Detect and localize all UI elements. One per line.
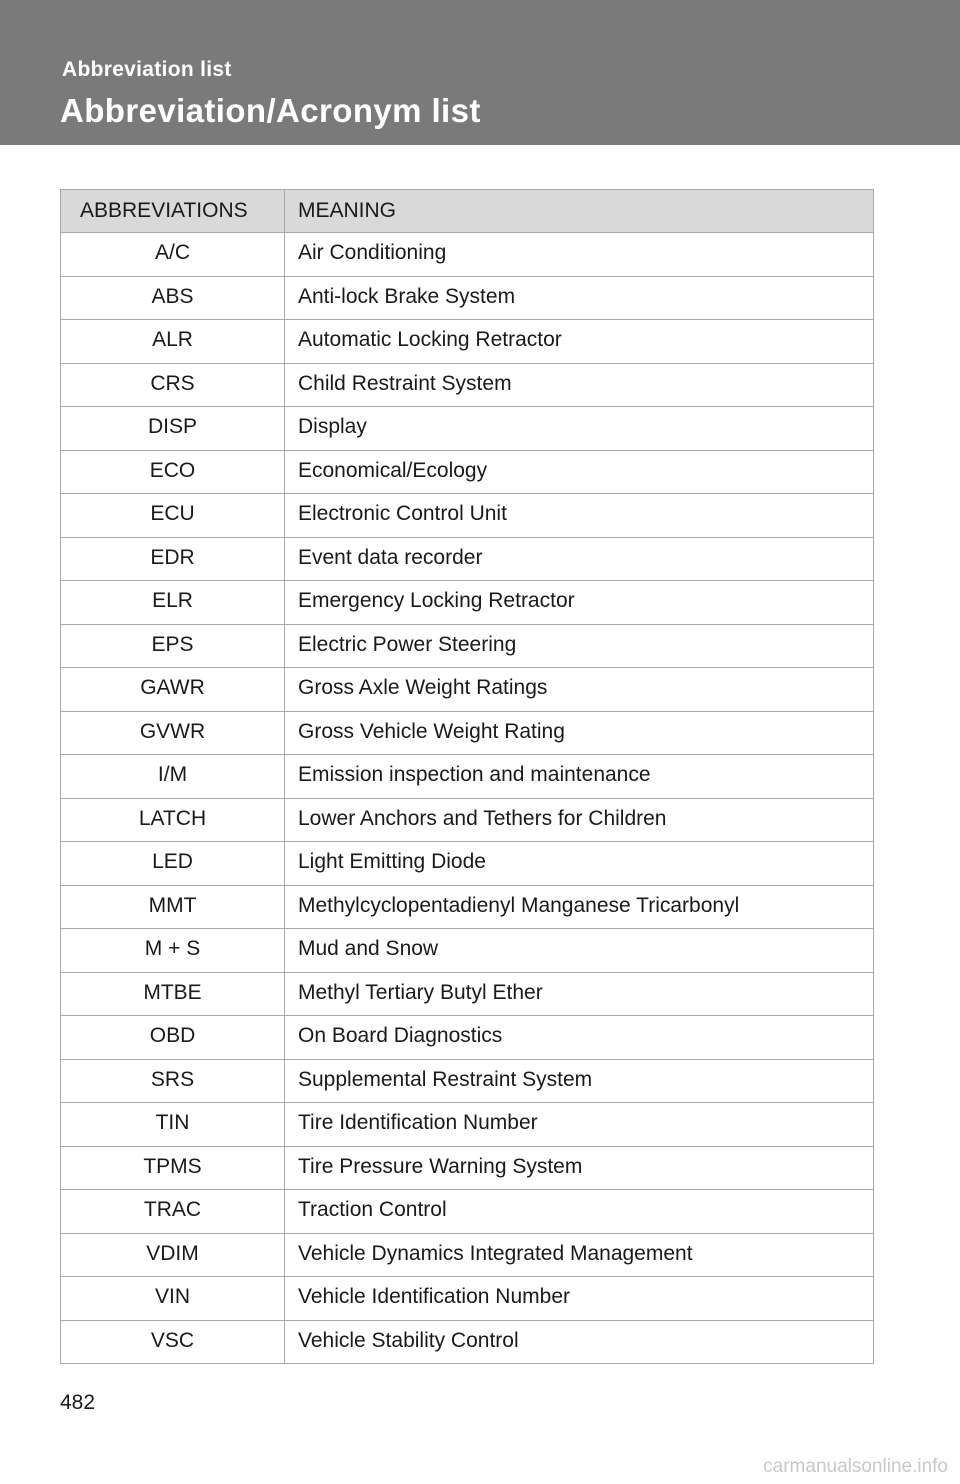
page-number: 482 [60,1391,96,1414]
table-row [61,1190,874,1234]
table-row [61,972,874,1016]
watermark: carmanualsonline.info [763,1456,948,1477]
meaning-cell: Lower Anchors and Tethers for Children [285,798,874,842]
meaning-cell: Child Restraint System [285,363,874,407]
abbreviation-cell: ELR [61,581,285,625]
abbreviation-cell: EPS [61,624,285,668]
meaning-cell: Supplemental Restraint System [285,1059,874,1103]
table-row [61,450,874,494]
meaning-cell: Economical/Ecology [285,450,874,494]
column-header-meaning: MEANING [285,190,874,233]
page-title: Abbreviation/Acronym list [60,92,481,129]
table-row [61,624,874,668]
meaning-cell: Automatic Locking Retractor [285,320,874,364]
abbreviation-cell: EDR [61,537,285,581]
abbreviation-cell: OBD [61,1016,285,1060]
abbreviation-cell: VIN [61,1277,285,1321]
table-row [61,1103,874,1147]
abbreviation-cell: GVWR [61,711,285,755]
meaning-cell: On Board Diagnostics [285,1016,874,1060]
table-row [61,668,874,712]
abbreviation-cell: A/C [61,233,285,277]
table-row [61,755,874,799]
meaning-cell: Tire Identification Number [285,1103,874,1147]
table-row [61,1146,874,1190]
table-row [61,537,874,581]
meaning-cell: Display [285,407,874,451]
abbreviation-cell: I/M [61,755,285,799]
meaning-cell: Emission inspection and maintenance [285,755,874,799]
meaning-cell: Light Emitting Diode [285,842,874,886]
table-row [61,842,874,886]
header-band [0,0,960,145]
abbreviation-cell: GAWR [61,668,285,712]
table-row [61,407,874,451]
section-label: Abbreviation list [62,58,232,81]
abbreviation-cell: SRS [61,1059,285,1103]
table-row [61,1233,874,1277]
abbreviation-cell: VSC [61,1320,285,1364]
meaning-cell: Electric Power Steering [285,624,874,668]
table-row [61,320,874,364]
meaning-cell: Vehicle Identification Number [285,1277,874,1321]
meaning-cell: Event data recorder [285,537,874,581]
meaning-cell: Air Conditioning [285,233,874,277]
table-body [61,233,874,1364]
meaning-cell: Anti-lock Brake System [285,276,874,320]
meaning-cell: Methyl Tertiary Butyl Ether [285,972,874,1016]
meaning-cell: Methylcyclopentadienyl Manganese Tricarbonyl [285,885,874,929]
table-row [61,1277,874,1321]
abbreviation-cell: MMT [61,885,285,929]
table-row [61,494,874,538]
abbreviation-table [60,189,874,1364]
meaning-cell: Gross Vehicle Weight Rating [285,711,874,755]
table-row [61,233,874,277]
table-header-row [61,190,874,233]
meaning-cell: Traction Control [285,1190,874,1234]
table-row [61,276,874,320]
meaning-cell: Vehicle Stability Control [285,1320,874,1364]
abbreviation-cell: MTBE [61,972,285,1016]
meaning-cell: Emergency Locking Retractor [285,581,874,625]
meaning-cell: Mud and Snow [285,929,874,973]
abbreviation-cell: TIN [61,1103,285,1147]
abbreviation-cell: TRAC [61,1190,285,1234]
table-row [61,798,874,842]
abbreviation-cell: ECO [61,450,285,494]
abbreviation-cell: VDIM [61,1233,285,1277]
abbreviation-cell: CRS [61,363,285,407]
meaning-cell: Vehicle Dynamics Integrated Management [285,1233,874,1277]
table-row [61,929,874,973]
abbreviation-cell: M + S [61,929,285,973]
abbreviation-cell: TPMS [61,1146,285,1190]
table-row [61,1016,874,1060]
abbreviation-cell: LATCH [61,798,285,842]
abbreviation-cell: ABS [61,276,285,320]
table-row [61,885,874,929]
column-header-abbreviations: ABBREVIATIONS [61,190,285,233]
table-row [61,581,874,625]
table-row [61,1059,874,1103]
abbreviation-cell: DISP [61,407,285,451]
abbreviation-cell: ECU [61,494,285,538]
meaning-cell: Electronic Control Unit [285,494,874,538]
abbreviation-cell: ALR [61,320,285,364]
table-row [61,711,874,755]
meaning-cell: Gross Axle Weight Ratings [285,668,874,712]
table-row [61,363,874,407]
table-row [61,1320,874,1364]
abbreviation-cell: LED [61,842,285,886]
meaning-cell: Tire Pressure Warning System [285,1146,874,1190]
